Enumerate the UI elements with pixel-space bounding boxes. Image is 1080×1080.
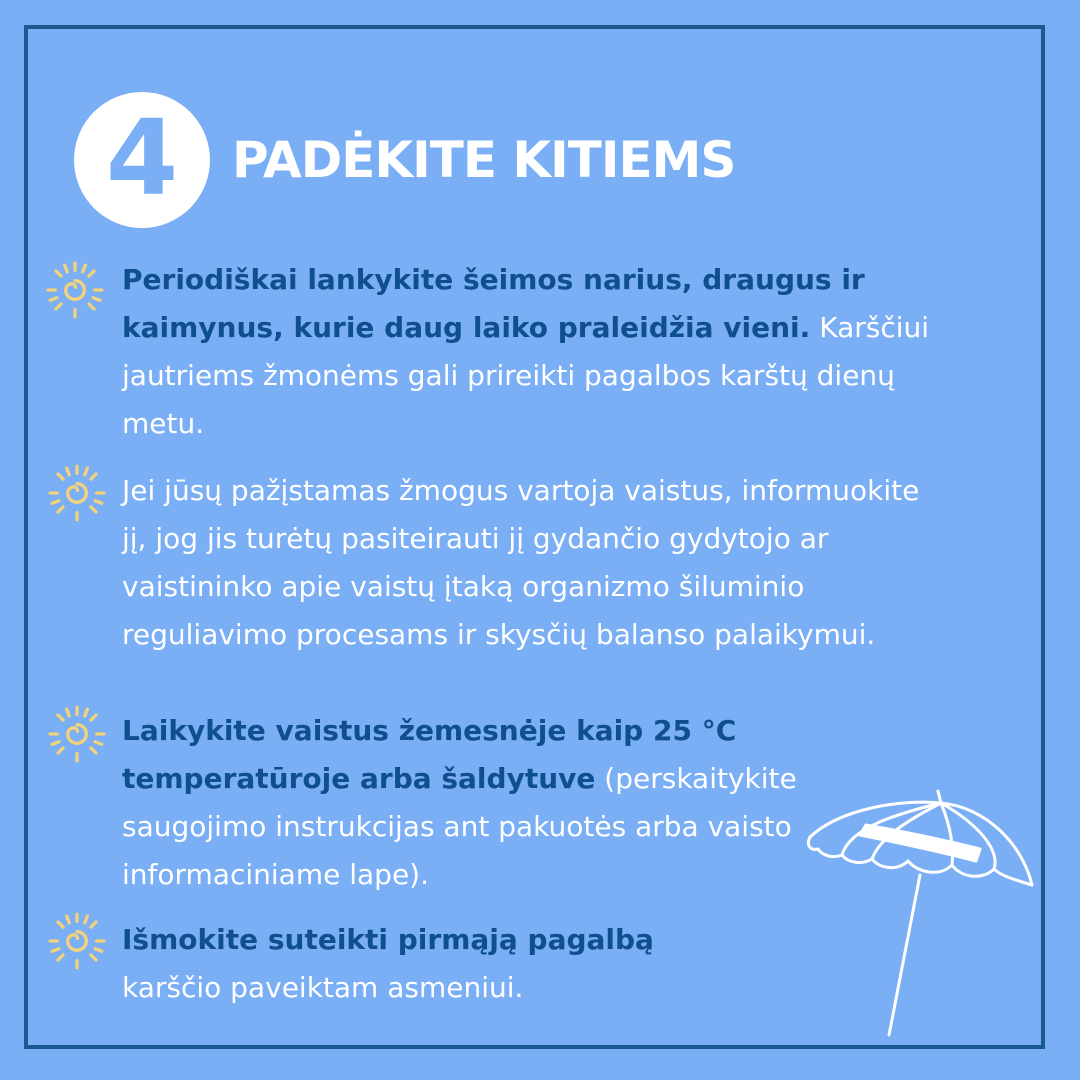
item-bold-text: Išmokite suteikti pirmąją pagalbą [122, 923, 654, 956]
sun-icon [46, 910, 108, 972]
item-text: Jei jūsų pažįstamas žmogus vartoja vaistus, informuokite jį, jog jis turėtų pasiteirauti jį gydančio gydytojo ar vaistininko apie vaistų įtaką organizmo šiluminio reguliavimo procesams ir skysčių balanso palaikymui. [122, 474, 920, 651]
sun-icon [46, 703, 108, 765]
item-text: karščio paveiktam asmeniui. [122, 971, 524, 1004]
step-number-badge [74, 92, 210, 228]
item-bold-text: Laikykite vaistus žemesnėje kaip 25 °C temperatūroje arba šaldytuve [122, 714, 737, 795]
list-item [122, 256, 952, 448]
item-bold-text: Periodiškai lankykite šeimos narius, draugus ir kaimynus, kurie daug laiko praleidžia vieni. [122, 263, 865, 344]
page-title: PADĖKITE KITIEMS [232, 131, 736, 189]
sun-icon [44, 259, 106, 321]
step-number: 4 [105, 97, 179, 219]
sun-icon [46, 462, 108, 524]
section-header [74, 92, 735, 228]
list-item [122, 707, 862, 899]
list-item [122, 467, 952, 659]
item-text: (perskaitykite saugojimo instrukcijas ant pakuotės arba vaisto informaciniame lape). [122, 762, 797, 891]
list-item [122, 916, 742, 1012]
beach-umbrella-icon [800, 785, 1040, 1045]
item-text: Karščiui jautriems žmonėms gali prireikti pagalbos karštų dienų metu. [122, 311, 930, 440]
